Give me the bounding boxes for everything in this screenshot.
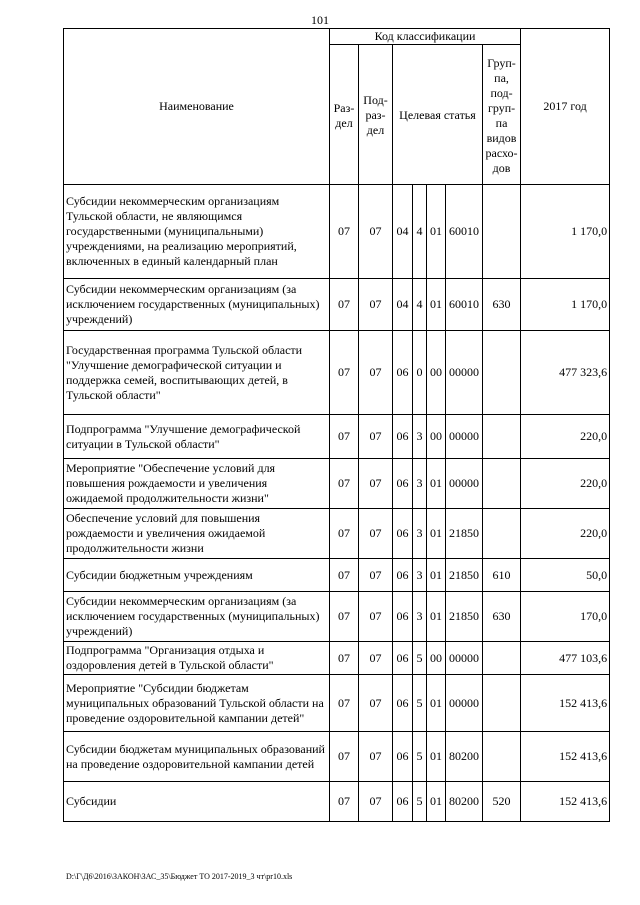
row-direction-code: 00000 bbox=[446, 459, 483, 509]
row-name: Мероприятие "Субсидии бюджетам муниципальных образований Тульской области на проведение оздоровительной кампании детей" bbox=[64, 675, 330, 732]
header-expense-group: Груп- па, под- груп- па видов расхо- дов bbox=[483, 45, 521, 185]
row-subprogram-code: 3 bbox=[413, 459, 427, 509]
row-amount: 50,0 bbox=[521, 559, 610, 592]
row-amount: 1 170,0 bbox=[521, 279, 610, 331]
row-direction-code: 60010 bbox=[446, 279, 483, 331]
row-section: 07 bbox=[330, 459, 359, 509]
table-row bbox=[64, 331, 610, 415]
row-amount: 152 413,6 bbox=[521, 675, 610, 732]
row-program-code: 06 bbox=[393, 459, 413, 509]
row-direction-code: 60010 bbox=[446, 185, 483, 279]
row-program-code: 06 bbox=[393, 509, 413, 559]
row-amount: 1 170,0 bbox=[521, 185, 610, 279]
row-amount: 220,0 bbox=[521, 415, 610, 459]
row-program-code: 04 bbox=[393, 279, 413, 331]
row-section: 07 bbox=[330, 331, 359, 415]
row-event-code: 01 bbox=[427, 459, 446, 509]
row-amount: 170,0 bbox=[521, 592, 610, 642]
table-row bbox=[64, 459, 610, 509]
row-subprogram-code: 3 bbox=[413, 509, 427, 559]
row-program-code: 06 bbox=[393, 642, 413, 675]
row-direction-code: 00000 bbox=[446, 675, 483, 732]
row-section: 07 bbox=[330, 559, 359, 592]
row-expense-group: 520 bbox=[483, 782, 521, 822]
row-subsection: 07 bbox=[359, 642, 393, 675]
table-body bbox=[64, 185, 610, 822]
table-row bbox=[64, 642, 610, 675]
row-direction-code: 21850 bbox=[446, 509, 483, 559]
row-event-code: 00 bbox=[427, 331, 446, 415]
header-year: 2017 год bbox=[521, 29, 610, 185]
row-subprogram-code: 3 bbox=[413, 559, 427, 592]
header-section: Раз- дел bbox=[330, 45, 359, 185]
row-direction-code: 00000 bbox=[446, 331, 483, 415]
row-direction-code: 80200 bbox=[446, 782, 483, 822]
file-path-footer: D:\Г\Д6\2016\ЗАКОН\ЗАС_35\Бюджет ТО 2017-2019_3 чт\pr10.xls bbox=[66, 872, 293, 881]
row-name: Подпрограмма "Организация отдыха и оздоровления детей в Тульской области" bbox=[64, 642, 330, 675]
row-event-code: 01 bbox=[427, 675, 446, 732]
row-program-code: 06 bbox=[393, 732, 413, 782]
row-subsection: 07 bbox=[359, 782, 393, 822]
row-expense-group bbox=[483, 331, 521, 415]
row-expense-group bbox=[483, 509, 521, 559]
row-direction-code: 80200 bbox=[446, 732, 483, 782]
row-subsection: 07 bbox=[359, 185, 393, 279]
table-row bbox=[64, 415, 610, 459]
row-program-code: 06 bbox=[393, 559, 413, 592]
row-subprogram-code: 3 bbox=[413, 592, 427, 642]
row-event-code: 01 bbox=[427, 592, 446, 642]
row-event-code: 01 bbox=[427, 509, 446, 559]
row-subsection: 07 bbox=[359, 592, 393, 642]
header-name: Наименование bbox=[64, 29, 330, 185]
row-name: Субсидии некоммерческим организациям (за исключением государственных (муниципальных) учреждений) bbox=[64, 592, 330, 642]
table-row bbox=[64, 185, 610, 279]
row-section: 07 bbox=[330, 642, 359, 675]
row-subprogram-code: 5 bbox=[413, 732, 427, 782]
row-expense-group bbox=[483, 415, 521, 459]
row-subprogram-code: 5 bbox=[413, 675, 427, 732]
row-section: 07 bbox=[330, 782, 359, 822]
table-row bbox=[64, 509, 610, 559]
row-subsection: 07 bbox=[359, 559, 393, 592]
table-row bbox=[64, 279, 610, 331]
row-subsection: 07 bbox=[359, 459, 393, 509]
row-section: 07 bbox=[330, 675, 359, 732]
table-row bbox=[64, 592, 610, 642]
row-name: Обеспечение условий для повышения рождаемости и увеличения ожидаемой продолжительности жизни bbox=[64, 509, 330, 559]
row-subsection: 07 bbox=[359, 509, 393, 559]
row-program-code: 06 bbox=[393, 592, 413, 642]
row-name: Подпрограмма "Улучшение демографической ситуации в Тульской области" bbox=[64, 415, 330, 459]
row-amount: 477 103,6 bbox=[521, 642, 610, 675]
table-row bbox=[64, 782, 610, 822]
row-section: 07 bbox=[330, 509, 359, 559]
row-event-code: 00 bbox=[427, 642, 446, 675]
header-row-top bbox=[64, 29, 610, 45]
row-name: Государственная программа Тульской области "Улучшение демографической ситуации и поддержка семей, воспитывающих детей, в Тульской области" bbox=[64, 331, 330, 415]
row-expense-group: 610 bbox=[483, 559, 521, 592]
row-name: Субсидии бюджетным учреждениям bbox=[64, 559, 330, 592]
row-subsection: 07 bbox=[359, 279, 393, 331]
row-expense-group: 630 bbox=[483, 592, 521, 642]
row-subsection: 07 bbox=[359, 675, 393, 732]
row-section: 07 bbox=[330, 185, 359, 279]
row-subsection: 07 bbox=[359, 415, 393, 459]
row-direction-code: 00000 bbox=[446, 415, 483, 459]
row-program-code: 06 bbox=[393, 331, 413, 415]
row-subprogram-code: 5 bbox=[413, 782, 427, 822]
page-number: 101 bbox=[311, 13, 329, 27]
row-expense-group bbox=[483, 675, 521, 732]
row-subsection: 07 bbox=[359, 331, 393, 415]
table-row bbox=[64, 559, 610, 592]
row-event-code: 01 bbox=[427, 279, 446, 331]
row-name: Субсидии бюджетам муниципальных образований на проведение оздоровительной кампании детей bbox=[64, 732, 330, 782]
row-amount: 220,0 bbox=[521, 459, 610, 509]
row-name: Субсидии bbox=[64, 782, 330, 822]
row-amount: 220,0 bbox=[521, 509, 610, 559]
row-expense-group: 630 bbox=[483, 279, 521, 331]
header-target-article: Целевая статья bbox=[393, 45, 483, 185]
budget-table bbox=[63, 28, 610, 822]
row-expense-group bbox=[483, 459, 521, 509]
row-event-code: 00 bbox=[427, 415, 446, 459]
row-amount: 152 413,6 bbox=[521, 732, 610, 782]
row-section: 07 bbox=[330, 279, 359, 331]
row-event-code: 01 bbox=[427, 732, 446, 782]
row-name: Мероприятие "Обеспечение условий для повышения рождаемости и увеличения ожидаемой продолжительности жизни" bbox=[64, 459, 330, 509]
row-subprogram-code: 4 bbox=[413, 279, 427, 331]
row-program-code: 06 bbox=[393, 415, 413, 459]
row-program-code: 06 bbox=[393, 782, 413, 822]
table-row bbox=[64, 675, 610, 732]
row-subsection: 07 bbox=[359, 732, 393, 782]
row-program-code: 06 bbox=[393, 675, 413, 732]
row-subprogram-code: 5 bbox=[413, 642, 427, 675]
row-direction-code: 21850 bbox=[446, 592, 483, 642]
header-subsection: Под- раз- дел bbox=[359, 45, 393, 185]
row-event-code: 01 bbox=[427, 559, 446, 592]
row-section: 07 bbox=[330, 415, 359, 459]
row-amount: 477 323,6 bbox=[521, 331, 610, 415]
row-section: 07 bbox=[330, 592, 359, 642]
row-direction-code: 00000 bbox=[446, 642, 483, 675]
row-name: Субсидии некоммерческим организациям Тульской области, не являющимся государственными (муниципальными) учреждениями, на реализацию мероприятий, включенных в единый календарный план bbox=[64, 185, 330, 279]
row-expense-group bbox=[483, 732, 521, 782]
table-row bbox=[64, 732, 610, 782]
row-amount: 152 413,6 bbox=[521, 782, 610, 822]
row-subprogram-code: 3 bbox=[413, 415, 427, 459]
row-subprogram-code: 4 bbox=[413, 185, 427, 279]
header-code-classification: Код классификации bbox=[330, 29, 521, 45]
row-event-code: 01 bbox=[427, 782, 446, 822]
row-program-code: 04 bbox=[393, 185, 413, 279]
row-expense-group bbox=[483, 642, 521, 675]
row-event-code: 01 bbox=[427, 185, 446, 279]
row-direction-code: 21850 bbox=[446, 559, 483, 592]
row-expense-group bbox=[483, 185, 521, 279]
row-subprogram-code: 0 bbox=[413, 331, 427, 415]
row-name: Субсидии некоммерческим организациям (за исключением государственных (муниципальных) учреждений) bbox=[64, 279, 330, 331]
row-section: 07 bbox=[330, 732, 359, 782]
